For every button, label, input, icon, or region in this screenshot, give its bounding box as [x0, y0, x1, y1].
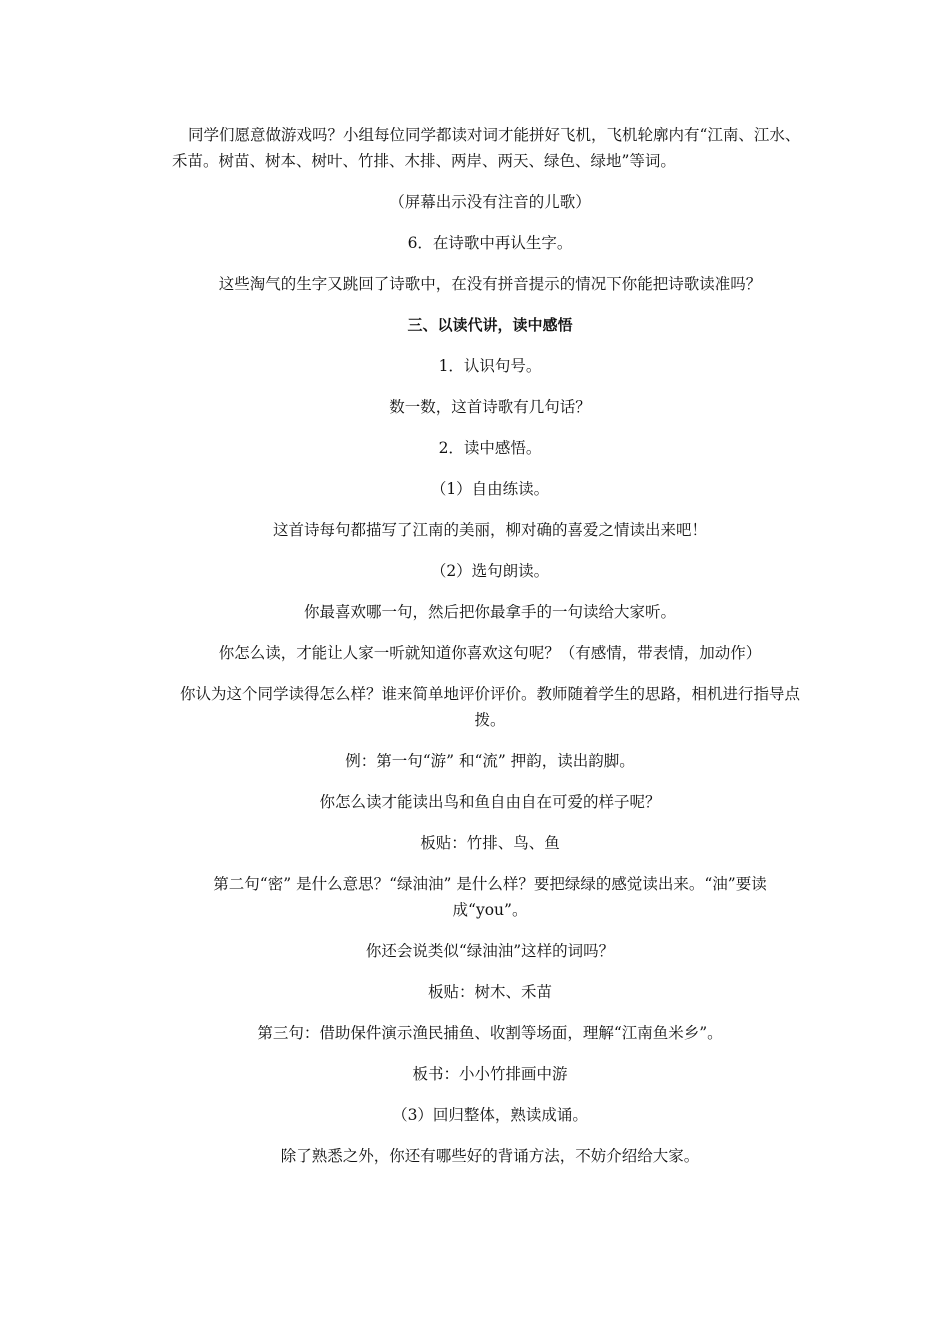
- paragraph-sub-2: （2）选句朗读。: [430, 562, 550, 580]
- paragraph-step-2: 2．读中感悟。: [438, 439, 542, 457]
- paragraph-count: 数一数，这首诗歌有几句话？: [389, 398, 591, 416]
- paragraph-example-1: 例：第一句“游” 和“流” 押韵，读出韵脚。: [345, 752, 635, 770]
- paragraph-board-3: 板书：小小竹排画中游: [412, 1065, 568, 1083]
- paragraph-game-intro: 同学们愿意做游戏吗？小组每位同学都读对词才能拼好飞机，飞机轮廓内有“江南、江水、禾苗。树苗、树本、树叶、竹排、木排、两岸、两天、绿色、绿地”等词。: [172, 126, 801, 170]
- paragraph-similar-words: 你还会说类似“绿油油”这样的词吗？: [365, 942, 615, 960]
- section-heading-3: 三、以读代讲，读中感悟: [407, 316, 573, 334]
- paragraph-sentence-3: 第三句：借助保件演示渔民捕鱼、收割等场面，理解“江南鱼米乡”。: [257, 1024, 723, 1042]
- paragraph-board-2: 板贴：树木、禾苗: [427, 983, 552, 1001]
- paragraph-poem-read: 这些淘气的生字又跳回了诗歌中，在没有拼音提示的情况下你能把诗歌读准吗？: [218, 275, 762, 293]
- paragraph-board-1: 板贴：竹排、鸟、鱼: [420, 834, 560, 852]
- paragraph-beauty: 这首诗每句都描写了江南的美丽，柳对确的喜爱之情读出来吧！: [272, 521, 707, 539]
- paragraph-step-1: 1．认识句号。: [438, 357, 542, 375]
- paragraph-step-6: 6．在诗歌中再认生字。: [407, 234, 573, 252]
- paragraph-sentence-2: 第二句“密” 是什么意思？“绿油油” 是什么样？要把绿绿的感觉读出来。“油”要读成“you”。: [213, 875, 767, 919]
- paragraph-how-read: 你怎么读，才能让人家一听就知道你喜欢这句呢？（有感情，带表情，加动作）: [218, 644, 762, 662]
- paragraph-screen-note: （屏幕出示没有注音的儿歌）: [389, 193, 591, 211]
- paragraph-sub-3: （3）回归整体，熟读成诵。: [392, 1106, 588, 1124]
- paragraph-bird-fish: 你怎么读才能读出鸟和鱼自由自在可爱的样子呢？: [319, 793, 661, 811]
- document-body: [172, 122, 808, 1169]
- paragraph-favorite: 你最喜欢哪一句，然后把你最拿手的一句读给大家听。: [303, 603, 676, 621]
- paragraph-evaluate: 你认为这个同学读得怎么样？谁来简单地评价评价。教师随着学生的思路，相机进行指导点拨。: [179, 685, 800, 729]
- paragraph-recite: 除了熟悉之外，你还有哪些好的背诵方法，不妨介绍给大家。: [280, 1147, 700, 1165]
- paragraph-sub-1: （1）自由练读。: [430, 480, 550, 498]
